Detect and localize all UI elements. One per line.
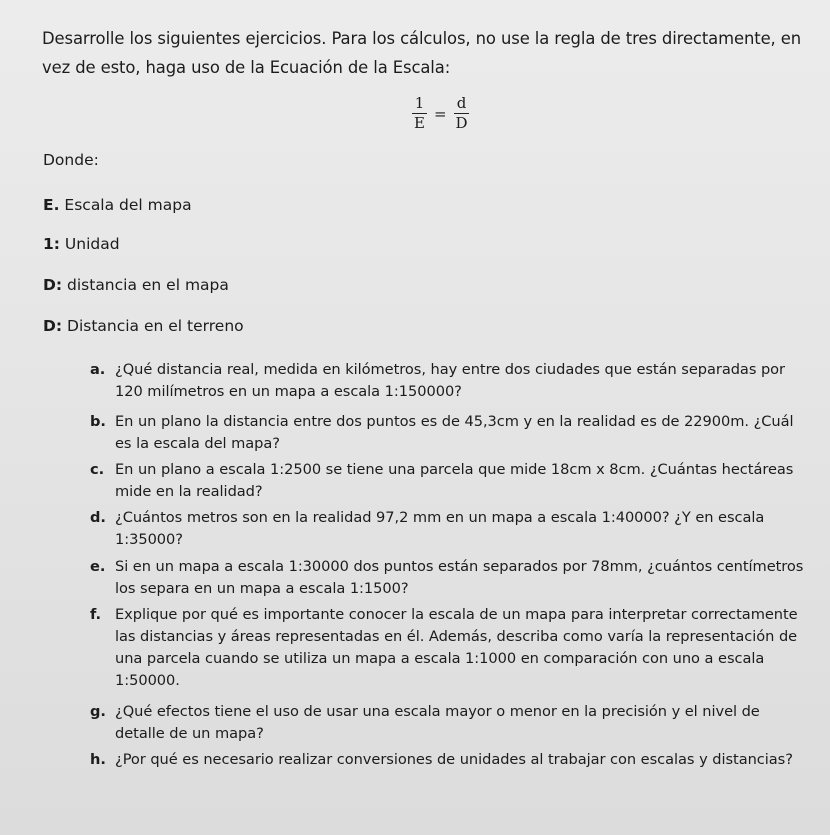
fraction-left-denominator: E xyxy=(414,114,425,132)
scale-equation xyxy=(411,94,471,133)
exercise-letter: h. xyxy=(90,751,106,768)
equals-sign: = xyxy=(433,104,447,123)
definition-key: 1: xyxy=(43,235,60,253)
exercise-g xyxy=(90,701,805,745)
exercise-letter: d. xyxy=(90,509,106,526)
definition-unit xyxy=(43,235,120,253)
exercise-text: En un plano la distancia entre dos puntos es de 45,3cm y en la realidad es de 22900m. ¿Cuál es la escala del mapa? xyxy=(115,413,794,452)
fraction-right xyxy=(453,94,471,133)
exercise-letter: g. xyxy=(90,703,106,720)
fraction-left xyxy=(411,94,428,133)
exercise-a xyxy=(90,359,805,403)
exercise-e xyxy=(90,556,805,600)
exercise-f xyxy=(90,604,805,692)
definition-key: D: xyxy=(43,317,63,335)
exercise-letter: f. xyxy=(90,606,101,623)
exercise-text: ¿Cuántos metros son en la realidad 97,2 mm en un mapa a escala 1:40000? ¿Y en escala 1:35000? xyxy=(115,509,765,548)
exercise-text: ¿Por qué es necesario realizar conversiones de unidades al trabajar con escalas y distancias? xyxy=(115,751,793,768)
exercise-text: Explique por qué es importante conocer la escala de un mapa para interpretar correctamente las distancias y áreas representadas en él. Además, describa como varía la representación de una parcela cuando se utiliza un mapa a escala 1:1000 en comparación con uno a escala 1:50000. xyxy=(115,606,798,689)
definition-map-distance xyxy=(43,276,229,294)
exercise-h xyxy=(90,749,805,771)
exercise-text: En un plano a escala 1:2500 se tiene una parcela que mide 18cm x 8cm. ¿Cuántas hectáreas mide en la realidad? xyxy=(115,461,794,500)
exercise-letter: b. xyxy=(90,413,106,430)
exercise-text: Si en un mapa a escala 1:30000 dos puntos están separados por 78mm, ¿cuántos centímetros los separa en un mapa a escala 1:1500? xyxy=(115,558,804,597)
exercise-letter: c. xyxy=(90,461,105,478)
definition-text: Unidad xyxy=(64,235,120,253)
definition-e xyxy=(43,196,192,214)
definition-key: D: xyxy=(43,276,63,294)
exercise-d xyxy=(90,507,805,551)
definition-terrain-distance xyxy=(43,317,244,335)
exercise-text: ¿Qué distancia real, medida en kilómetros, hay entre dos ciudades que están separadas por 120 milímetros en un mapa a escala 1:150000? xyxy=(115,361,786,400)
donde-label: Donde: xyxy=(43,151,99,169)
fraction-right-numerator: d xyxy=(454,94,470,114)
exercise-b xyxy=(90,411,805,455)
instructions-paragraph: Desarrolle los siguientes ejercicios. Para los cálculos, no use la regla de tres directamente, en vez de esto, haga uso de la Ecuación de la Escala: xyxy=(42,29,802,77)
exercise-text: ¿Qué efectos tiene el uso de usar una escala mayor o menor en la precisión y el nivel de detalle de un mapa? xyxy=(115,703,760,742)
fraction-left-numerator: 1 xyxy=(412,94,428,114)
exercise-c xyxy=(90,459,805,503)
exercise-letter: a. xyxy=(90,361,106,378)
fraction-right-denominator: D xyxy=(455,114,468,132)
definition-key: E. xyxy=(43,196,60,214)
definition-text: Distancia en el terreno xyxy=(67,317,244,335)
definition-text: distancia en el mapa xyxy=(67,276,229,294)
exercise-letter: e. xyxy=(90,558,106,575)
definition-text: Escala del mapa xyxy=(64,196,192,214)
